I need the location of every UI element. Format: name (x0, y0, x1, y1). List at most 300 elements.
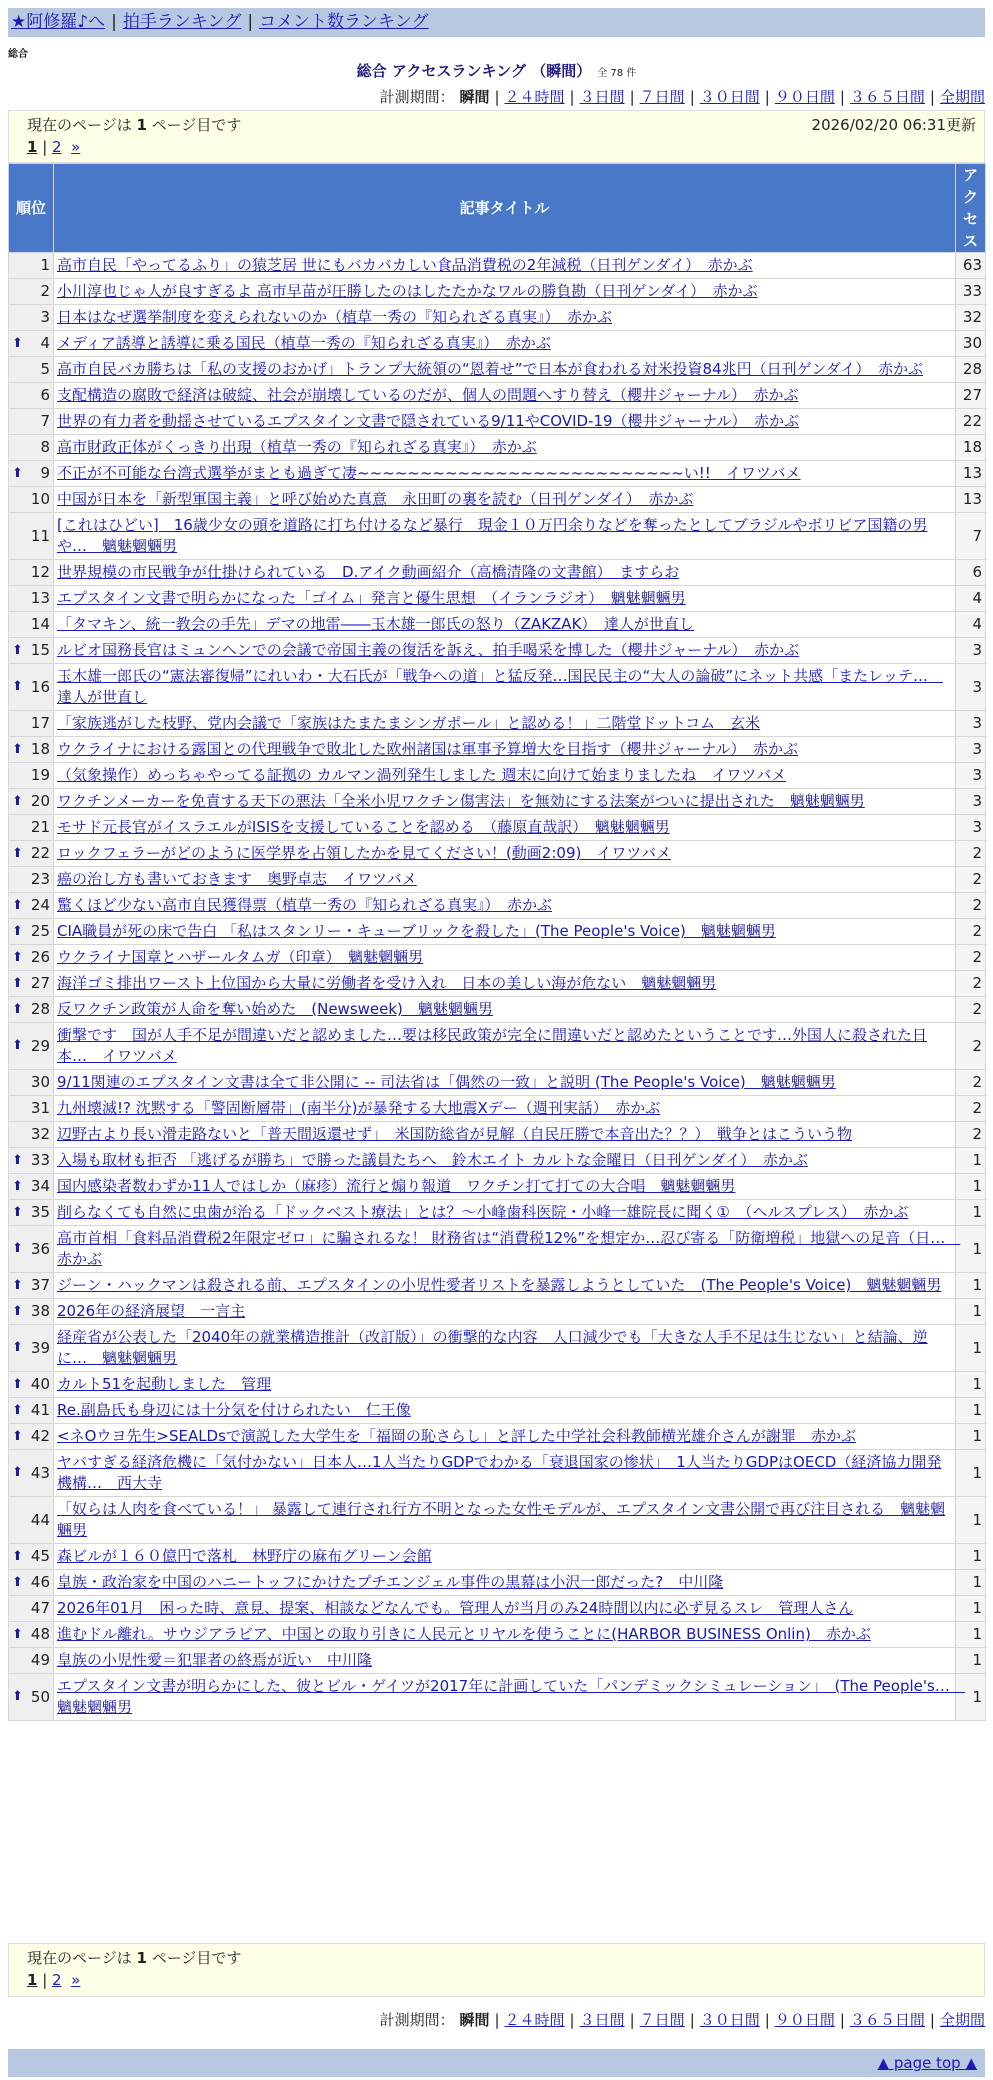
access-count: 7 (956, 513, 986, 560)
access-count: 2 (956, 1023, 986, 1070)
author-name: 管理 (241, 1375, 272, 1393)
article-link[interactable]: 世界規模の市民戦争が仕掛けられている D.アイク動画紹介（高橋清隆の文書館） ますらお (57, 563, 680, 581)
author-name: 魑魅魍魎男 (102, 1349, 178, 1367)
rank-cell (9, 1200, 54, 1226)
title-cell (54, 279, 956, 305)
up-arrow-icon: ⬆ (12, 949, 23, 965)
page-link-2[interactable]: 2 (52, 138, 62, 156)
access-count: 2 (956, 919, 986, 945)
rank-number: 39 (30, 1338, 50, 1357)
col-rank-header: 順位 (9, 164, 54, 253)
page-current-bottom: 1 (27, 1971, 38, 1989)
article-link[interactable]: ウクライナ国章とハザールタムガ（印章） 魑魅魍魎男 (57, 948, 424, 966)
table-row (9, 1273, 986, 1299)
access-count: 2 (956, 971, 986, 997)
rank-cell (9, 1122, 54, 1148)
table-row (9, 945, 986, 971)
rank-number: 31 (30, 1099, 50, 1117)
period-label: 計測期間： (379, 88, 455, 106)
article-link[interactable]: 不正が不可能な台湾式選挙がまとも過ぎて凄~~~~~~~~~~~~~~~~~~~~~~~~~~い!! イワツバメ (57, 464, 801, 482)
access-count: 63 (956, 253, 986, 279)
article-link[interactable]: 支配構造の腐敗で経済は破綻、社会が崩壊しているのだが、個人の問題へすり替え（櫻井ジャーナル） 赤かぶ (57, 386, 799, 404)
author-name: 赤かぶ (567, 308, 613, 326)
table-row (9, 560, 986, 586)
access-count: 1 (956, 1544, 986, 1570)
author-name: 赤かぶ (707, 256, 753, 274)
table-row (9, 1570, 986, 1596)
title-cell (54, 763, 956, 789)
rank-number: 4 (40, 334, 50, 352)
rank-number: 45 (30, 1547, 50, 1565)
rank-cell (9, 1497, 54, 1544)
title-cell (54, 1424, 956, 1450)
period-selector-bottom: 計測期間： 瞬間 | ２４時間 | ３日間 | ７日間 | ３０日間 | ９０日間 | ３６５日間 | 全期間 (379, 2011, 985, 2029)
table-row (9, 461, 986, 487)
access-count: 33 (956, 279, 986, 305)
up-arrow-icon: ⬆ (12, 1277, 23, 1293)
access-count: 13 (956, 461, 986, 487)
table-row (9, 815, 986, 841)
up-arrow-icon: ⬆ (12, 1178, 23, 1194)
rank-number: 20 (30, 792, 50, 810)
access-count: 1 (956, 1174, 986, 1200)
table-row (9, 357, 986, 383)
rank-number: 44 (30, 1510, 50, 1529)
author-name: 中川隆 (327, 1651, 373, 1669)
up-arrow-icon: ⬆ (12, 1340, 23, 1355)
title-cell (54, 815, 956, 841)
access-count: 2 (956, 867, 986, 893)
article-link[interactable]: 辺野古より長い滑走路ないと「普天間返還せず」 米国防総省が見解（自民圧勝で本音出た？？） 戦争とはこういう物 (57, 1125, 853, 1143)
table-row (9, 1226, 986, 1273)
asyura-home-link[interactable]: ★阿修羅♪へ (11, 12, 106, 32)
col-title-header: 記事タイトル (54, 164, 956, 253)
title-cell (54, 664, 956, 711)
article-link[interactable]: エプスタイン文書で明らかになった「ゴイム」発言と優生思想 （イランラジオ） 魑魅魍魎男 (57, 589, 686, 607)
access-count: 1 (956, 1372, 986, 1398)
page-next-link[interactable]: » (71, 138, 81, 156)
access-count: 28 (956, 357, 986, 383)
table-row (9, 763, 986, 789)
rank-cell (9, 586, 54, 612)
title-cell (54, 1200, 956, 1226)
article-link[interactable]: 日本はなぜ選挙制度を変えられないのか（植草一秀の『知られざる真実』） 赤かぶ (57, 308, 613, 326)
article-link[interactable]: 削らなくても自然に虫歯が治る「ドックベスト療法」とは？～小峰歯科医院・小峰一雄院長に聞く① （ヘルスプレス） 赤かぶ (57, 1203, 909, 1221)
article-link[interactable]: 9/11関連のエプスタイン文書は全て非公開に -- 司法省は「偶然の一致」と説明 (The People's Voice) 魑魅魍魎男 (57, 1073, 836, 1091)
rank-cell (9, 919, 54, 945)
rank-cell (9, 893, 54, 919)
author-name: 赤かぶ (507, 896, 553, 914)
article-link[interactable]: 2026年の経済展望 一言主 (57, 1302, 246, 1320)
clap-ranking-link[interactable]: 拍手ランキング (122, 12, 242, 32)
period-link-365d[interactable]: ３６５日間 (849, 88, 925, 106)
access-count: 13 (956, 487, 986, 513)
access-count: 1 (956, 1148, 986, 1174)
article-link[interactable]: 中国が日本を「新型軍国主義」と呼び始めた真意 永田町の裏を読む（日刊ゲンダイ） 赤かぶ (57, 490, 694, 508)
access-count: 3 (956, 664, 986, 711)
title-cell (54, 331, 956, 357)
period-link-7d[interactable]: ７日間 (639, 88, 685, 106)
period-link-all[interactable]: 全期間 (939, 88, 985, 106)
access-count: 2 (956, 1096, 986, 1122)
author-name: 魑魅魍魎男 (700, 922, 776, 940)
table-row (9, 1299, 986, 1325)
author-name: 仁王像 (365, 1401, 411, 1419)
rank-cell (9, 487, 54, 513)
table-row (9, 435, 986, 461)
rank-cell (9, 383, 54, 409)
table-row (9, 1174, 986, 1200)
rank-number: 16 (30, 677, 50, 696)
article-link[interactable]: 癌の治し方も書いておきます 奥野卓志 イワツバメ (57, 870, 417, 888)
article-link[interactable]: 驚くほど少ない高市自民獲得票（植草一秀の『知られざる真実』） 赤かぶ (57, 896, 553, 914)
access-count: 1 (956, 1622, 986, 1648)
title-cell (54, 435, 956, 461)
period-link-3d-bottom[interactable]: ３日間 (579, 2011, 625, 2029)
rank-cell (9, 435, 54, 461)
title-cell (54, 357, 956, 383)
period-link-24h-bottom[interactable]: ２４時間 (504, 2011, 565, 2029)
author-name: イワツバメ (102, 1047, 177, 1065)
article-link[interactable]: 「タマキン、統一教会の手先」デマの地雷――玉木雄一郎氏の怒り（ZAKZAK） 達人が世直し (57, 615, 694, 633)
title-cell (54, 971, 956, 997)
table-row (9, 383, 986, 409)
up-arrow-icon: ⬆ (12, 897, 23, 913)
rank-number: 2 (40, 282, 50, 300)
rank-cell (9, 789, 54, 815)
access-count: 3 (956, 737, 986, 763)
table-row (9, 1122, 986, 1148)
author-name: 赤かぶ (810, 1427, 856, 1445)
author-name: 管理人さん (778, 1599, 854, 1617)
rank-number: 27 (30, 974, 50, 992)
title-cell (54, 711, 956, 737)
title-cell (54, 461, 956, 487)
updated-timestamp: 2026/02/20 06:31更新 (811, 116, 976, 134)
author-name: イワツバメ (725, 464, 801, 482)
author-name: 赤かぶ (505, 334, 551, 352)
rank-number: 30 (30, 1073, 50, 1091)
up-arrow-icon: ⬆ (12, 1626, 23, 1642)
rank-cell (9, 1398, 54, 1424)
title-cell (54, 586, 956, 612)
up-arrow-icon: ⬆ (12, 1548, 23, 1564)
page-top-link[interactable]: ▲ page top ▲ (877, 2054, 977, 2072)
article-link[interactable]: 「奴らは人肉を食べている！」 暴露して連行され行方不明となった女性モデルが、エプスタイン文書公開で再び注目される 魑魅魍魎男 (57, 1500, 946, 1539)
table-row (9, 1596, 986, 1622)
rank-cell (9, 711, 54, 737)
title-cell (54, 487, 956, 513)
article-link[interactable]: 九州壊滅!? 沈黙する「警固断層帯」(南半分)が暴発する大地震Xデー（週刊実話） 赤かぶ (57, 1099, 661, 1117)
period-link-30d[interactable]: ３０日間 (699, 88, 760, 106)
table-row (9, 1200, 986, 1226)
rank-cell (9, 945, 54, 971)
article-link[interactable]: 高市自民バカ勝ちは「私の支援のおかげ」トランプ大統領の“恩着せ”で日本が食われる対米投資84兆円（日刊ゲンダイ） 赤かぶ (57, 360, 923, 378)
article-link[interactable]: 海洋ゴミ排出ワースト上位国から大量に労働者を受け入れ 日本の美しい海が危ない 魑魅魍魎男 (57, 974, 717, 992)
access-count: 1 (956, 1200, 986, 1226)
rank-number: 14 (30, 615, 50, 633)
article-link[interactable]: 世界の有力者を動揺させているエプスタイン文書で隠されている9/11やCOVID-19（櫻井ジャーナル） 赤かぶ (57, 412, 800, 430)
rank-cell (9, 1622, 54, 1648)
article-link[interactable]: 2026年01月 困った時、意見、提案、相談などなんでも。管理人が当月のみ24時間以内に必ず見るスレ 管理人さん (57, 1599, 854, 1617)
article-link[interactable]: CIA職員が死の床で告白 「私はスタンリー・キューブリックを殺した」(The People's Voice) 魑魅魍魎男 (57, 922, 776, 940)
table-row (9, 1544, 986, 1570)
article-link[interactable]: 経産省が公表した「2040年の就業構造推計（改訂版）」の衝撃的な内容 人口減少でも「大きな人手不足は生じない」と結論、逆に… 魑魅魍魎男 (57, 1328, 928, 1367)
rank-cell (9, 664, 54, 711)
up-arrow-icon: ⬆ (12, 1152, 23, 1168)
table-row (9, 1096, 986, 1122)
access-count: 3 (956, 711, 986, 737)
table-row (9, 279, 986, 305)
access-count: 2 (956, 893, 986, 919)
article-link[interactable]: ルビオ国務長官はミュンヘンでの会議で帝国主義の復活を訴え、拍手喝采を博した（櫻井ジャーナル） 赤かぶ (57, 641, 800, 659)
up-arrow-icon: ⬆ (12, 1303, 23, 1319)
rank-number: 41 (30, 1401, 50, 1419)
rank-cell (9, 1596, 54, 1622)
article-link[interactable]: [これはひどい] 16歳少女の頭を道路に打ち付けるなど暴行 現金１０万円余りなどを奪ったとしてブラジルやボリビア国籍の男や… 魑魅魍魎男 (57, 516, 928, 555)
pager-bottom (8, 1943, 985, 1997)
table-row (9, 1424, 986, 1450)
article-link[interactable]: 小川淳也じゃ人が良すぎるよ 高市早苗が圧勝したのはしたたかなワルの勝負勘（日刊ゲンダイ） 赤かぶ (57, 282, 758, 300)
author-name: 赤かぶ (754, 412, 800, 430)
author-name: 赤かぶ (753, 386, 799, 404)
table-row (9, 612, 986, 638)
rank-cell (9, 1299, 54, 1325)
rank-number: 25 (30, 922, 50, 940)
article-link[interactable]: メディア誘導と誘導に乗る国民（植草一秀の『知られざる真実』） 赤かぶ (57, 334, 551, 352)
author-name: 魑魅魍魎男 (866, 1276, 942, 1294)
rank-cell (9, 1372, 54, 1398)
comment-ranking-link[interactable]: コメント数ランキング (259, 12, 429, 32)
author-name: 魑魅魍魎男 (760, 1073, 836, 1091)
access-count: 3 (956, 763, 986, 789)
article-link[interactable]: ヤバすぎる経済危機に「気付かない」日本人…1人当たりGDPでわかる「衰退国家の惨状」 1人当たりGDPはOECD（経済協力開発機構… 西大寺 (57, 1453, 942, 1492)
author-name: 達人が世直し (57, 688, 148, 706)
title-cell (54, 1122, 956, 1148)
access-count: 27 (956, 383, 986, 409)
access-count: 1 (956, 1226, 986, 1273)
article-link[interactable]: 衝撃です 国が人手不足が間違いだと認めました…要は移民政策が完全に間違いだと認めたということです…外国人に殺された日本… イワツバメ (57, 1026, 928, 1065)
article-link[interactable]: 進むドル離れ。サウジアラビア、中国との取り引きに人民元とリヤルを使うことに(HARBOR BUSINESS Onlin) 赤かぶ (57, 1625, 871, 1643)
up-arrow-icon: ⬆ (12, 1574, 23, 1590)
top-nav-bar: ★阿修羅♪へ | 拍手ランキング | コメント数ランキング (8, 8, 985, 37)
rank-cell (9, 1648, 54, 1674)
title-cell (54, 1273, 956, 1299)
title-cell (54, 1070, 956, 1096)
title-cell (54, 1372, 956, 1398)
up-arrow-icon: ⬆ (12, 465, 23, 481)
title-cell (54, 1226, 956, 1273)
title-cell (54, 513, 956, 560)
title-cell (54, 1544, 956, 1570)
up-arrow-icon: ⬆ (12, 1001, 23, 1017)
access-count: 2 (956, 1122, 986, 1148)
author-name: イワツバメ (342, 870, 417, 888)
title-cell (54, 789, 956, 815)
author-name: 魑魅魍魎男 (610, 589, 686, 607)
ranking-table (8, 163, 986, 1721)
page-message: 現在のページは 1 ページ目です (27, 116, 242, 134)
article-link[interactable]: 高市自民「やってるふり」の猿芝居 世にもバカバカしい食品消費税の2年減税（日刊ゲンダイ） 赤かぶ (57, 256, 753, 274)
title-cell (54, 1174, 956, 1200)
title-cell (54, 638, 956, 664)
rank-number: 3 (40, 308, 50, 326)
table-row (9, 638, 986, 664)
title-cell (54, 1622, 956, 1648)
category-tag: 総合 (8, 49, 28, 60)
page-link-2-bottom[interactable]: 2 (52, 1971, 62, 1989)
article-link[interactable]: カルト51を起動しました 管理 (57, 1375, 272, 1393)
up-arrow-icon: ⬆ (12, 1241, 23, 1256)
access-count: 1 (956, 1648, 986, 1674)
rank-number: 6 (40, 386, 50, 404)
title-cell (54, 383, 956, 409)
rank-number: 35 (30, 1203, 50, 1221)
author-name: 赤かぶ (762, 1151, 808, 1169)
period-link-30d-bottom[interactable]: ３０日間 (699, 2011, 760, 2029)
rank-cell (9, 638, 54, 664)
rank-cell (9, 1570, 54, 1596)
rank-cell (9, 253, 54, 279)
title-cell (54, 1325, 956, 1372)
table-row (9, 997, 986, 1023)
table-row (9, 919, 986, 945)
rank-cell (9, 305, 54, 331)
title-cell (54, 560, 956, 586)
access-count: 3 (956, 815, 986, 841)
page-next-link-bottom[interactable]: » (71, 1971, 81, 1989)
author-name: ますらお (619, 563, 680, 581)
table-row (9, 841, 986, 867)
table-row (9, 1398, 986, 1424)
author-name: 魑魅魍魎男 (660, 1177, 736, 1195)
article-link[interactable]: 玉木雄一郎氏の“憲法審復帰”にれいわ・大石氏が「戦争への道」と猛反発…国民民主の“大人の論破”にネット共感「またレッテ… 達人が世直し (57, 667, 928, 706)
table-row (9, 487, 986, 513)
rank-cell (9, 815, 54, 841)
article-link[interactable]: 皇族・政治家を中国のハニートッフにかけたプチエンジェル事件の黒幕は小沢一郎だった? 中川隆 (57, 1573, 724, 1591)
article-link[interactable]: 皇族の小児性愛＝犯罪者の終焉が近い 中川隆 (57, 1651, 373, 1669)
page-message-bottom: 現在のページは 1 ページ目です (27, 1949, 242, 1967)
author-name: 魑魅魍魎男 (789, 792, 865, 810)
table-row (9, 1674, 986, 1721)
up-arrow-icon: ⬆ (12, 642, 23, 658)
period-link-365d-bottom[interactable]: ３６５日間 (849, 2011, 925, 2029)
article-link[interactable]: ワクチンメーカーを免責する天下の悪法「全米小児ワクチン傷害法」を無効にする法案がついに提出された 魑魅魍魎男 (57, 792, 865, 810)
rank-number: 26 (30, 948, 50, 966)
article-link[interactable]: 高市首相「食料品消費税2年限定ゼロ」に騙されるな！ 財務省は“消費税12%”を想定か…忍び寄る「防衛増税」地獄への足音（日… 赤かぶ (57, 1229, 946, 1268)
rank-cell (9, 1226, 54, 1273)
period-link-90d-bottom[interactable]: ９０日間 (774, 2011, 835, 2029)
rank-cell (9, 841, 54, 867)
rank-number: 42 (30, 1427, 50, 1445)
rank-number: 5 (40, 360, 50, 378)
title-cell (54, 867, 956, 893)
title-cell (54, 1450, 956, 1497)
author-name: 魑魅魍魎男 (57, 1698, 133, 1716)
article-link[interactable]: 森ビルが１６０億円で落札 林野庁の麻布グリーン会館 (57, 1547, 432, 1565)
rank-cell (9, 513, 54, 560)
rank-cell (9, 971, 54, 997)
access-count: 1 (956, 1497, 986, 1544)
rank-number: 32 (30, 1125, 50, 1143)
rank-number: 9 (40, 464, 50, 482)
period-link-all-bottom[interactable]: 全期間 (939, 2011, 985, 2029)
article-link[interactable]: エプスタイン文書が明らかにした、彼とビル・ゲイツが2017年に計画していた「パンデミックシミュレーション」 (The People's… 魑魅魍魎男 (57, 1677, 950, 1716)
author-name: 赤かぶ (877, 360, 923, 378)
rank-number: 19 (30, 766, 50, 784)
access-count: 30 (956, 331, 986, 357)
table-row (9, 1023, 986, 1070)
rank-cell (9, 1424, 54, 1450)
up-arrow-icon: ⬆ (12, 793, 23, 809)
rank-number: 24 (30, 896, 50, 914)
period-link-7d-bottom[interactable]: ７日間 (639, 2011, 685, 2029)
article-link[interactable]: ウクライナにおける露国との代理戦争で敗北した欧州諸国は軍事予算増大を目指す（櫻井ジャーナル） 赤かぶ (57, 740, 799, 758)
author-name: 魑魅魍魎男 (641, 974, 717, 992)
table-row (9, 1148, 986, 1174)
period-link-24h[interactable]: ２４時間 (504, 88, 565, 106)
author-name: 魑魅魍魎男 (348, 948, 424, 966)
article-link[interactable]: 反ワクチン政策が人命を奪い始めた (Newsweek) 魑魅魍魎男 (57, 1000, 493, 1018)
article-link[interactable]: モサド元長官がイスラエルがISISを支援していることを認める （藤原直哉訳） 魑魅魍魎男 (57, 818, 670, 836)
article-link[interactable]: 国内感染者数わずか11人ではしか（麻疹）流行と煽り報道 ワクチン打て打ての大合唱 魑魅魍魎男 (57, 1177, 736, 1195)
author-name: 赤かぶ (712, 282, 758, 300)
period-link-3d[interactable]: ３日間 (579, 88, 625, 106)
rank-cell (9, 997, 54, 1023)
article-link[interactable]: <ネOウヨ先生>SEALDsで演説した大学生を「福岡の恥さらし」と評した中学社会科教師横光雄介さんが謝罪 赤かぶ (57, 1427, 856, 1445)
table-row (9, 971, 986, 997)
title-cell (54, 409, 956, 435)
rank-cell (9, 461, 54, 487)
article-link[interactable]: （気象操作）めっちゃやってる証拠の カルマン渦列発生しました 週末に向けて始まりましたね イワツバメ (57, 766, 787, 784)
period-link-90d[interactable]: ９０日間 (774, 88, 835, 106)
article-link[interactable]: 高市財政正体がくっきり出現（植草一秀の『知られざる真実』） 赤かぶ (57, 438, 537, 456)
article-link[interactable]: Re.副島氏も身辺には十分気を付けられたい 仁王像 (57, 1401, 411, 1419)
access-count: 3 (956, 789, 986, 815)
article-link[interactable]: 入場も取材も拒否 「逃げるが勝ち」で勝った議員たちへ 鈴木エイト カルトな金曜日（日刊ゲンダイ） 赤かぶ (57, 1151, 808, 1169)
title-cell (54, 305, 956, 331)
article-link[interactable]: ジーン・ハックマンは殺される前、エプスタインの小児性愛者リストを暴露しようとしていた (The People's Voice) 魑魅魍魎男 (57, 1276, 942, 1294)
up-arrow-icon: ⬆ (12, 741, 23, 757)
access-count: 1 (956, 1596, 986, 1622)
rank-cell (9, 763, 54, 789)
page-title (0, 60, 993, 81)
article-link[interactable]: ロックフェラーがどのように医学界を占領したかを見てください！(動画2:09) イワツバメ (57, 844, 672, 862)
rank-cell (9, 331, 54, 357)
title-cell (54, 1096, 956, 1122)
access-count: 32 (956, 305, 986, 331)
rank-cell (9, 1325, 54, 1372)
title-cell (54, 1023, 956, 1070)
rank-number: 47 (30, 1599, 50, 1617)
author-name: 赤かぶ (57, 1250, 103, 1268)
title-cell (54, 1570, 956, 1596)
author-name: 赤かぶ (615, 1099, 661, 1117)
rank-number: 33 (30, 1151, 50, 1169)
author-name: 魑魅魍魎男 (57, 1500, 946, 1539)
rank-cell (9, 1070, 54, 1096)
up-arrow-icon: ⬆ (12, 679, 23, 694)
article-link[interactable]: 「家族逃がした枝野、党内会議で「家族はたまたまシンガポール」と認める！」二階堂ドットコム 玄米 (57, 714, 761, 732)
table-row (9, 1450, 986, 1497)
access-count: 1 (956, 1424, 986, 1450)
title-cell (54, 253, 956, 279)
title-cell (54, 1398, 956, 1424)
access-count: 1 (956, 1299, 986, 1325)
access-count: 2 (956, 1070, 986, 1096)
author-name: 魑魅魍魎男 (594, 818, 670, 836)
rank-number: 36 (30, 1239, 50, 1258)
